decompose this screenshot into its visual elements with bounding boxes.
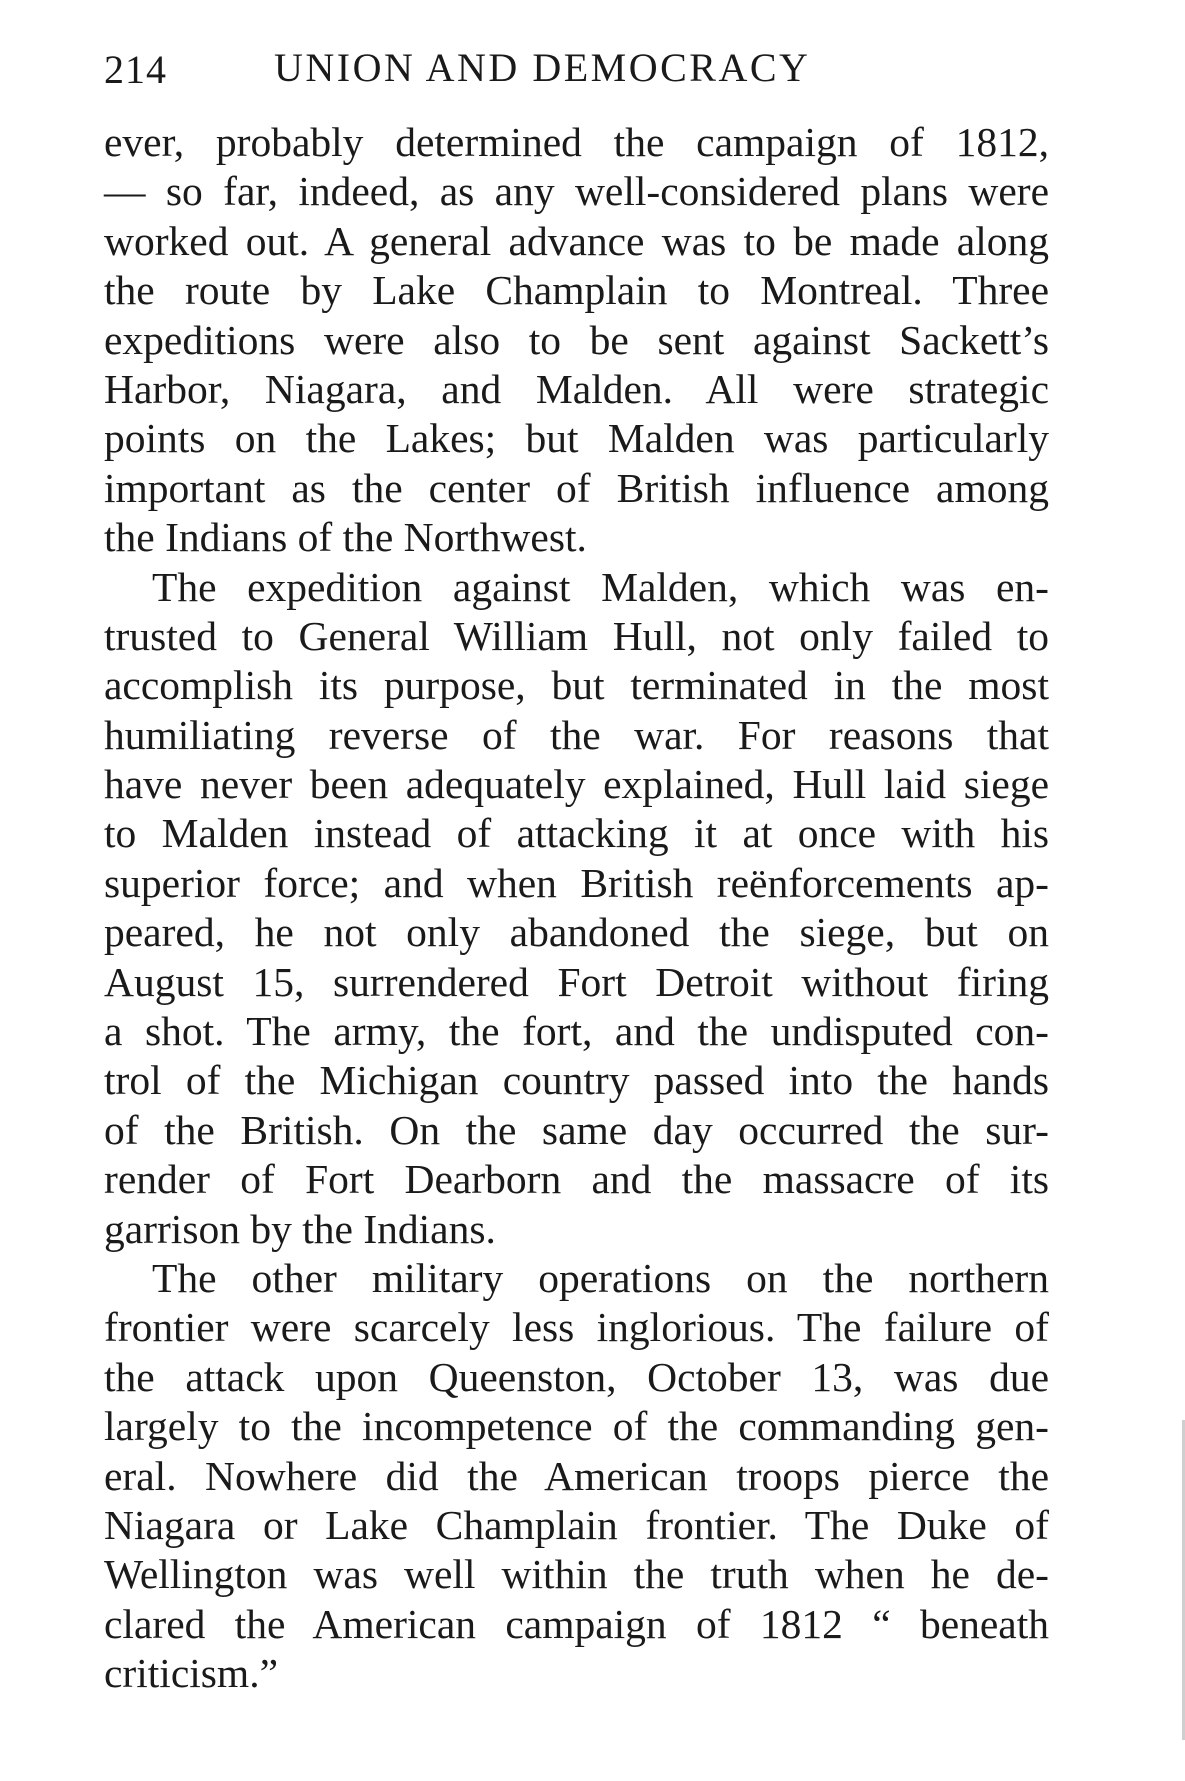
text-line: a shot. The army, the fort, and the undisputed con- <box>104 1008 1049 1055</box>
text-line: to Malden instead of attacking it at once with his <box>104 810 1049 857</box>
running-head <box>104 40 1064 110</box>
text-line: expeditions were also to be sent against Sackett’s <box>104 316 1049 363</box>
text-line: trol of the Michigan country passed into the hands <box>104 1057 1049 1104</box>
text-line: August 15, surrendered Fort Detroit without firing <box>104 958 1049 1005</box>
running-title: UNION AND DEMOCRACY <box>274 45 811 90</box>
text-line: Niagara or Lake Champlain frontier. The Duke of <box>104 1501 1049 1548</box>
text-line: ever, probably determined the campaign of 1812, <box>104 119 1049 165</box>
text-line: Harbor, Niagara, and Malden. All were strategic <box>104 365 1049 412</box>
text-line: the Indians of the Northwest. <box>104 514 587 561</box>
text-line: accomplish its purpose, but terminated in the most <box>104 662 1049 709</box>
paragraph-3 <box>104 1254 1049 1699</box>
text-line: largely to the incompetence of the commanding gen- <box>104 1403 1049 1450</box>
text-line: criticism.” <box>104 1650 279 1697</box>
text-line: The other military operations on the northern <box>152 1254 1049 1301</box>
text-line: the attack upon Queenston, October 13, was due <box>104 1353 1049 1400</box>
text-line: The expedition against Malden, which was en- <box>152 563 1049 610</box>
text-line: points on the Lakes; but Malden was particularly <box>104 415 1049 462</box>
text-line: have never been adequately explained, Hull laid siege <box>104 761 1049 808</box>
paragraph-1 <box>104 118 1049 563</box>
text-line: — so far, indeed, as any well-considered plans were <box>104 168 1049 215</box>
text-line: clared the American campaign of 1812 “ beneath <box>104 1600 1049 1647</box>
text-line: trusted to General William Hull, not only failed to <box>104 612 1049 659</box>
text-line: humiliating reverse of the war. For reasons that <box>104 711 1049 758</box>
text-line: peared, he not only abandoned the siege, but on <box>104 909 1049 956</box>
text-line: frontier were scarcely less inglorious. The failure of <box>104 1304 1049 1351</box>
body-text <box>104 118 1049 1699</box>
text-line: important as the center of British influence among <box>104 464 1049 511</box>
text-line: Wellington was well within the truth when he de- <box>104 1551 1049 1598</box>
text-line: worked out. A general advance was to be made along <box>104 217 1049 264</box>
paragraph-2 <box>104 563 1049 1254</box>
text-line: of the British. On the same day occurred the sur- <box>104 1106 1049 1153</box>
page-number: 214 <box>104 47 167 92</box>
text-line: superior force; and when British reënforcements ap- <box>104 859 1049 906</box>
text-line: garrison by the Indians. <box>104 1205 496 1252</box>
text-line: eral. Nowhere did the American troops pierce the <box>104 1452 1049 1499</box>
text-line: the route by Lake Champlain to Montreal. Three <box>104 267 1049 314</box>
text-line: render of Fort Dearborn and the massacre of its <box>104 1156 1049 1203</box>
